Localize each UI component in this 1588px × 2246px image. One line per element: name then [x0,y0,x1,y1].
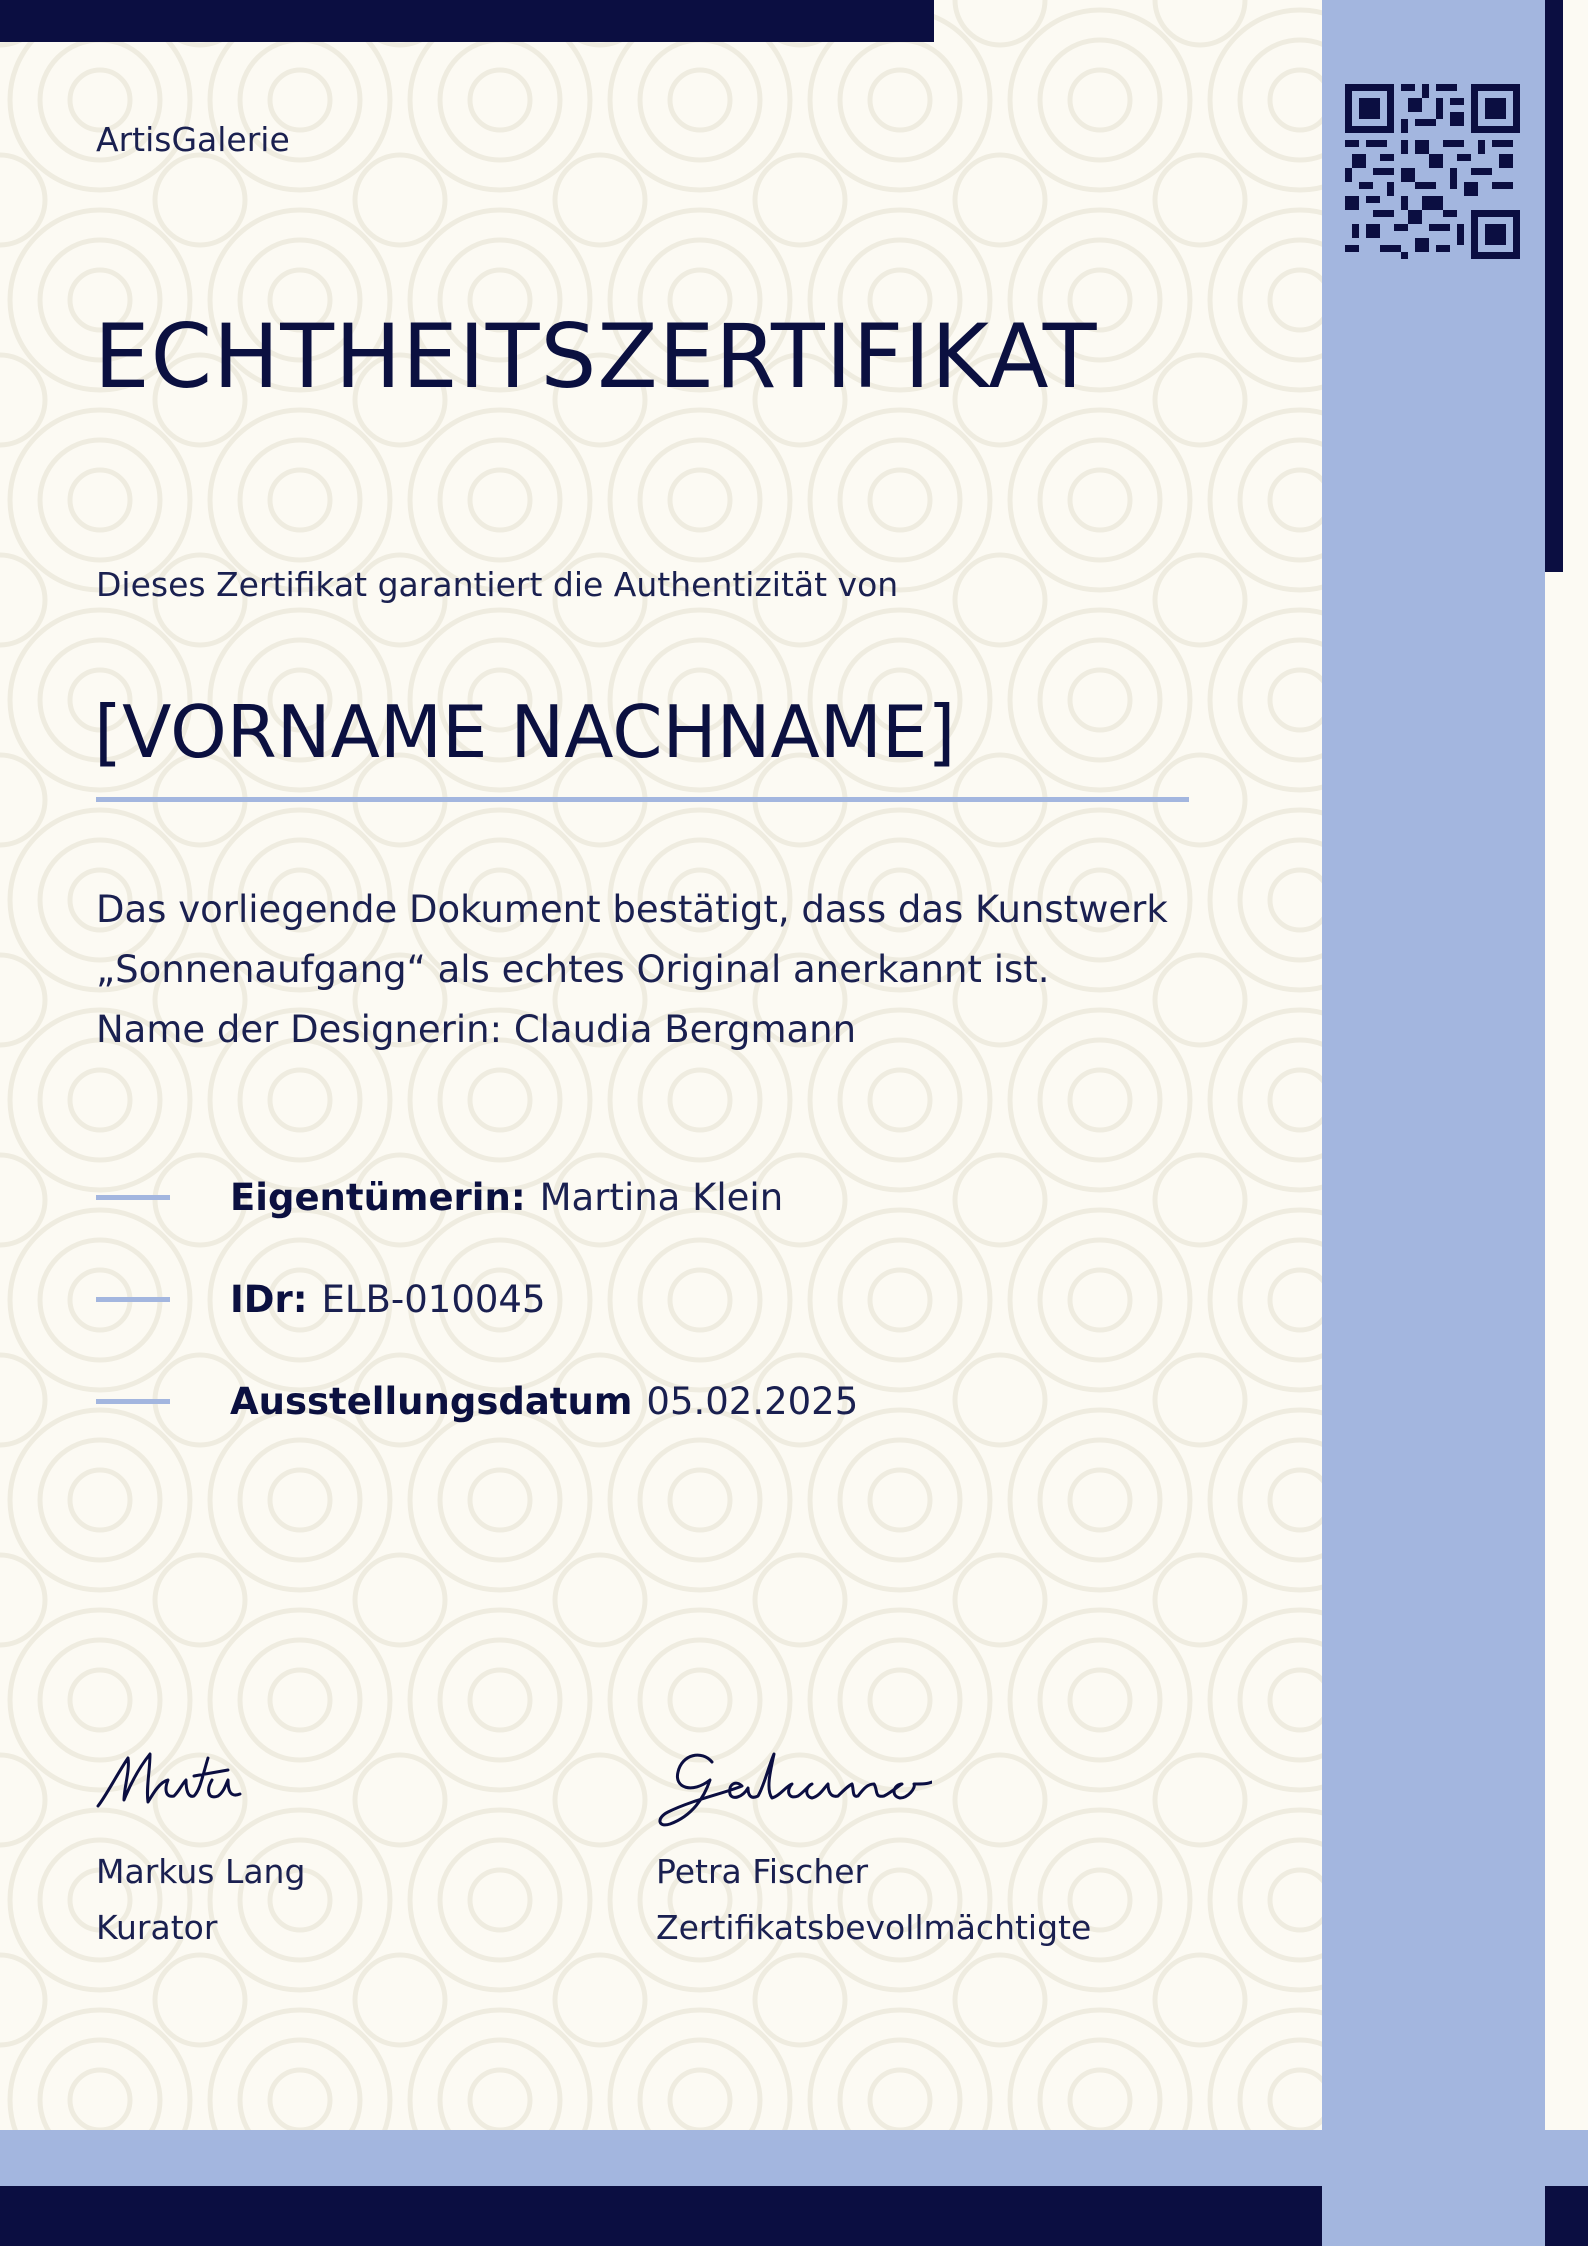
recipient-underline [96,797,1189,802]
top-decor-bar [0,0,934,42]
bottom-decor-bar-left [0,2186,1322,2246]
detail-dash [96,1399,170,1404]
qr-code-icon [1345,84,1520,259]
recipient-name: [VORNAME NACHNAME] [94,690,956,774]
signer-2-role: Zertifikatsbevollmächtigte [656,1908,1092,1947]
certificate-intro: Dieses Zertifikat garantiert die Authentizität von [96,565,899,604]
right-decor-band [1322,0,1545,2246]
body-line: „Sonnenaufgang“ als echtes Original anerkannt ist. [96,948,1050,991]
bottom-decor-band [0,2130,1588,2186]
signature-1-image [94,1740,274,1820]
bottom-decor-bar-right [1545,2186,1588,2246]
detail-label: Eigentümerin: [230,1175,526,1219]
signer-1-role: Kurator [96,1908,218,1947]
detail-dash [96,1195,170,1200]
detail-label: IDr: [230,1277,308,1321]
body-line: Name der Designerin: Claudia Bergmann [96,1008,857,1051]
signer-1-name: Markus Lang [96,1852,306,1891]
detail-issue-date [96,1376,858,1426]
right-decor-strip [1545,0,1563,572]
detail-id [96,1274,546,1324]
detail-dash [96,1297,170,1302]
signature-2-image [652,1740,932,1840]
detail-value: Martina Klein [539,1175,784,1219]
body-line: Das vorliegende Dokument bestätigt, dass das Kunstwerk [96,888,1168,931]
detail-value: ELB-010045 [321,1277,546,1321]
signer-2-name: Petra Fischer [656,1852,869,1891]
detail-owner [96,1172,783,1222]
brand-name: ArtisGalerie [96,120,290,159]
detail-value: 05.02.2025 [646,1379,859,1423]
certificate-title: ECHTHEITSZERTIFIKAT [94,305,1098,408]
certificate-body [96,880,1168,1060]
detail-label: Ausstellungsdatum [230,1379,633,1423]
